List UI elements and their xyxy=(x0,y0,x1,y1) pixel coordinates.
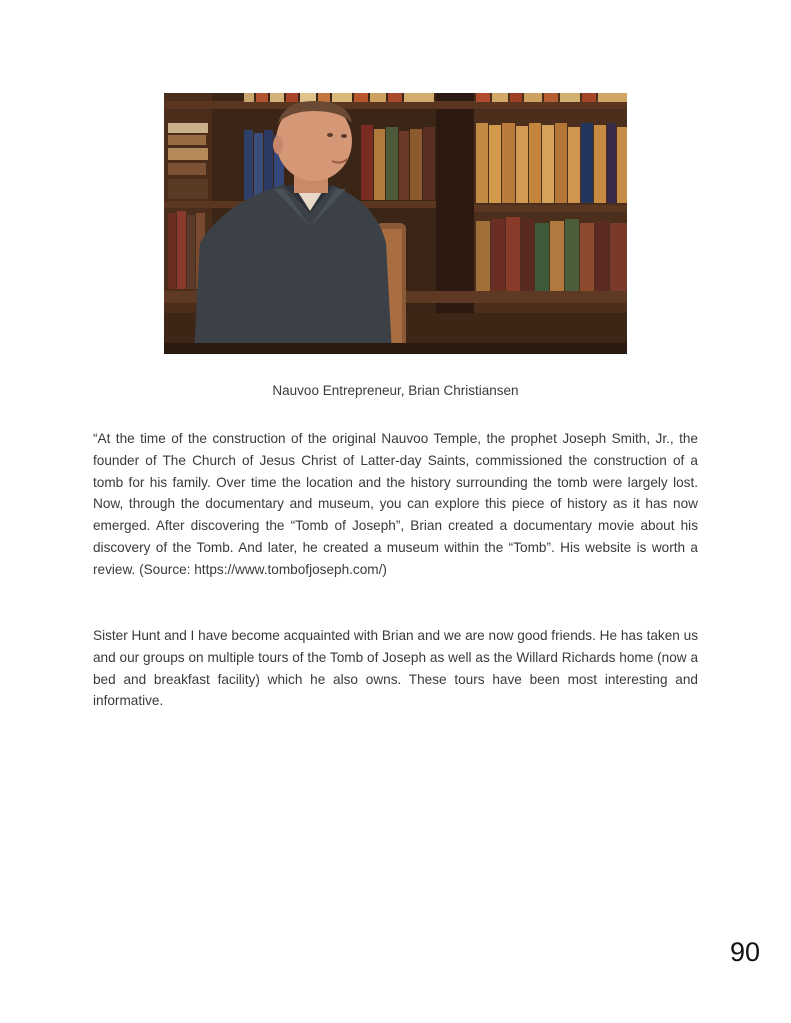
photo-caption: Nauvoo Entrepreneur, Brian Christiansen xyxy=(272,383,519,398)
paragraph-friendship: Sister Hunt and I have become acquainted with Brian and we are now good friends. He has taken us and our groups on multiple tours of the Tomb of Joseph as well as the Willard Richards home (now a bed and breakfast facility) which he also owns. These tours have been most interesting and informative. xyxy=(93,628,698,709)
portrait-photo xyxy=(164,93,627,354)
paragraph-tomb-history: “At the time of the construction of the original Nauvoo Temple, the prophet Joseph Smith, Jr., the founder of The Church of Jesus Christ of Latter-day Saints, commissioned the construction of a tomb for his family. Over time the location and the history surrounding the tomb were largely lost. Now, through the documentary and museum, you can explore this piece of history as it has now emerged. After discovering the “Tomb of Joseph”, Brian created a documentary movie about his discovery of the Tomb. And later, he created a museum within the “Tomb”. His website is worth a review. (Source: https://www.tombofjoseph.com/) xyxy=(93,431,698,577)
page-number: 90 xyxy=(729,937,760,967)
